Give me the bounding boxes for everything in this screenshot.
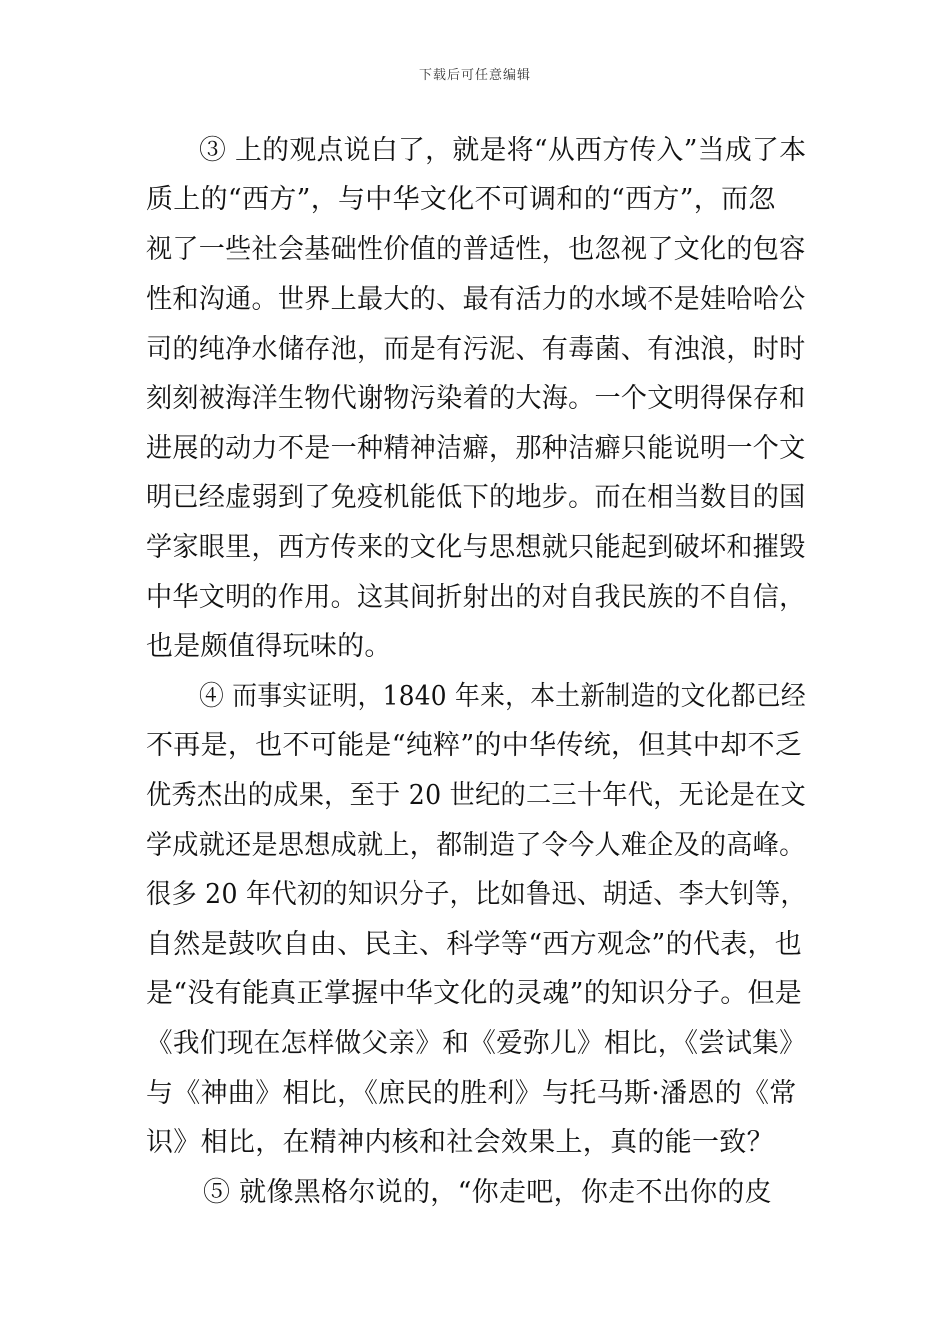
text-line: 是“没有能真正掌握中华文化的灵魂”的知识分子。但是 — [146, 978, 803, 1009]
text-line: 性和沟通。世界上最大的、最有活力的水域不是娃哈哈公 — [146, 284, 806, 315]
text-line: 《我们现在怎样做父亲》和《爱弥儿》相比，《尝试集》 — [146, 1028, 806, 1059]
text-line: ⑤ 就像黑格尔说的，“你走吧，你走不出你的皮 — [203, 1177, 772, 1208]
text-line: 学成就还是思想成就上，都制造了令今人难企及的高峰。 — [146, 830, 806, 861]
text-line: 学家眼里，西方传来的文化与思想就只能起到破坏和摧毁 — [146, 532, 806, 563]
page-header: 下载后可任意编辑 — [418, 68, 531, 83]
text-line: 不再是，也不可能是“纯粹”的中华传统，但其中却不乏 — [146, 730, 803, 761]
text-line: 与《神曲》相比，《庶民的胜利》与托马斯·潘恩的《常 — [146, 1078, 797, 1109]
text-line: 优秀杰出的成果，至于 20 世纪的二三十年代，无论是在文 — [146, 780, 806, 811]
text-line: 自然是鼓吹自由、民主、科学等“西方观念”的代表，也 — [146, 929, 803, 960]
text-line: 很多 20 年代初的知识分子，比如鲁迅、胡适、李大钊等， — [146, 879, 806, 910]
text-line: 司的纯净水储存池，而是有污泥、有毒菌、有浊浪，时时 — [146, 334, 806, 365]
text-line: 视了一些社会基础性价值的普适性，也忽视了文化的包容 — [146, 234, 806, 265]
text-line: 中华文明的作用。这其间折射出的对自我民族的不自信， — [146, 582, 806, 613]
text-line: ③ 上的观点说白了，就是将“从西方传入”当成了本 — [199, 135, 807, 166]
text-line: ④ 而事实证明，1840 年来，本土新制造的文化都已经 — [199, 681, 806, 712]
text-line: 进展的动力不是一种精神洁癖，那种洁癖只能说明一个文 — [146, 433, 806, 464]
text-line: 识》相比，在精神内核和社会效果上，真的能一致？ — [146, 1127, 774, 1158]
text-line: 刻刻被海洋生物代谢物污染着的大海。一个文明得保存和 — [146, 383, 806, 414]
text-line: 质上的“西方”，与中华文化不可调和的“西方”，而忽 — [146, 184, 776, 215]
text-line: 明已经虚弱到了免疫机能低下的地步。而在相当数目的国 — [146, 482, 806, 513]
text-line: 也是颇值得玩味的。 — [146, 631, 392, 662]
